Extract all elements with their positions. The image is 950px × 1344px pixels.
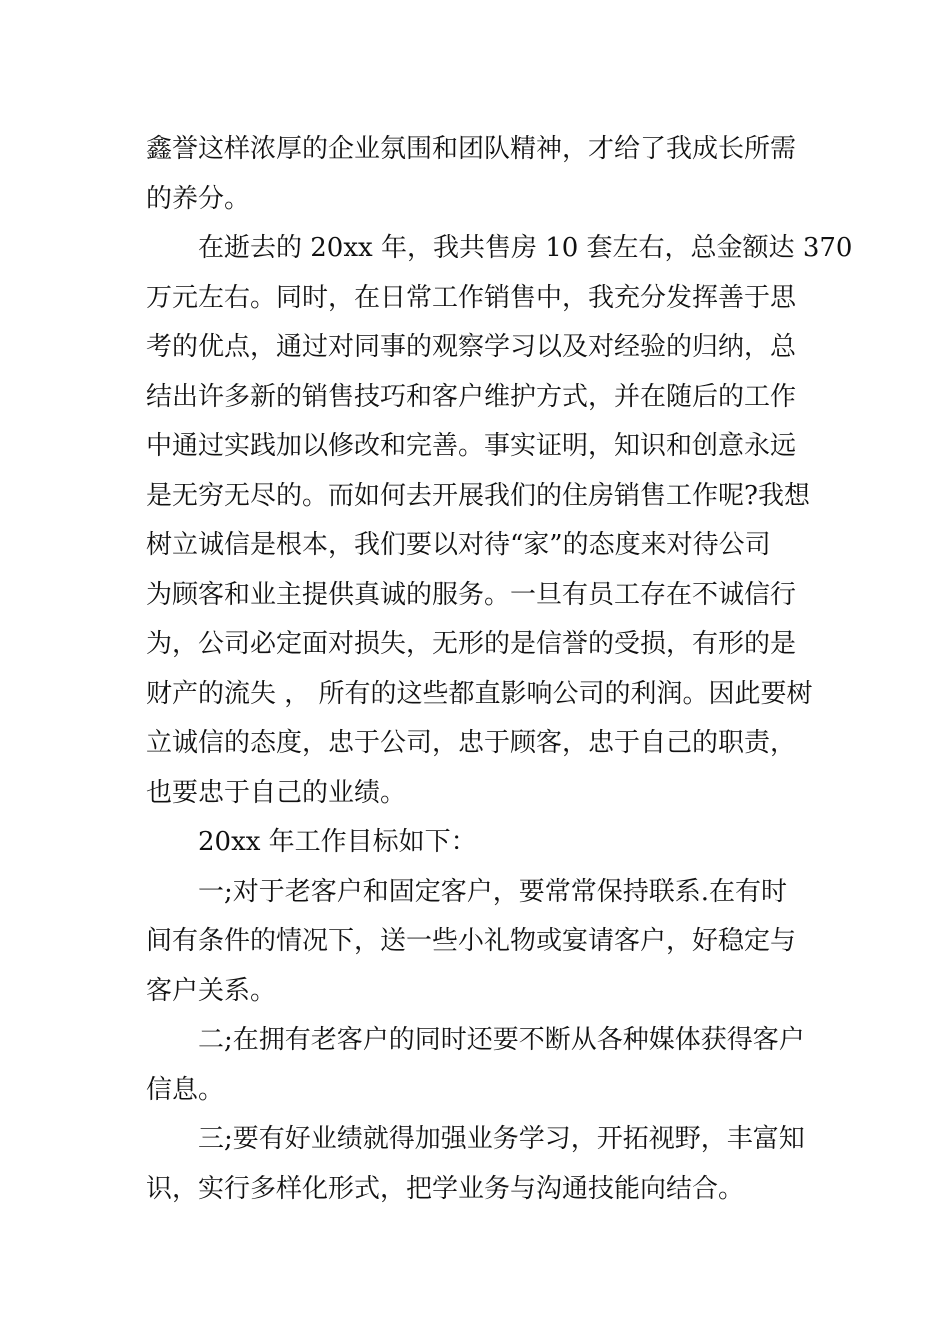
document-body bbox=[146, 125, 853, 1214]
text-line: 中通过实践加以修改和完善。事实证明，知识和创意永远 bbox=[146, 431, 797, 461]
paragraph-2 bbox=[146, 224, 853, 818]
text-line: 考的优点，通过对同事的观察学习以及对经验的归纳，总 bbox=[146, 332, 797, 362]
text-line: 二;在拥有老客户的同时还要不断从各种媒体获得客户 bbox=[198, 1025, 805, 1055]
text-line: 客户关系。 bbox=[146, 975, 277, 1006]
text-line: 信息。 bbox=[146, 1074, 225, 1105]
paragraph-6 bbox=[146, 1115, 808, 1214]
paragraph-4 bbox=[146, 868, 808, 1017]
text-line: 间有条件的情况下，送一些小礼物或宴请客户，好稳定与 bbox=[146, 926, 797, 956]
paragraph-1 bbox=[146, 125, 808, 224]
text-line: 鑫誉这样浓厚的企业氛围和团队精神，才给了我成长所需 bbox=[146, 134, 797, 164]
paragraph-3 bbox=[146, 818, 808, 868]
text-line: 是无穷无尽的。而如何去开展我们的住房销售工作呢?我想 bbox=[146, 480, 810, 511]
text-line: 三;要有好业绩就得加强业务学习，开拓视野，丰富知 bbox=[198, 1124, 805, 1154]
text-line: 万元左右。同时，在日常工作销售中，我充分发挥善于思 bbox=[146, 282, 797, 313]
text-line: 树立诚信是根本，我们要以对待“家”的态度来对待公司 bbox=[146, 530, 771, 560]
text-line: 财产的流失 ， 所有的这些都直影响公司的利润。因此要树 bbox=[146, 678, 813, 709]
text-line: 的养分。 bbox=[146, 183, 251, 214]
paragraph-5 bbox=[146, 1016, 808, 1115]
text-line: 也要忠于自己的业绩。 bbox=[146, 777, 407, 808]
text-line: 立诚信的态度，忠于公司，忠于顾客，忠于自己的职责， bbox=[146, 728, 797, 758]
text-line: 一;对于老客户和固定客户，要常常保持联系.在有时 bbox=[198, 876, 788, 907]
text-line: 为，公司必定面对损失，无形的是信誉的受损，有形的是 bbox=[146, 629, 797, 659]
text-line: 在逝去的 20xx 年，我共售房 10 套左右，总金额达 370 bbox=[198, 233, 853, 263]
text-line: 识，实行多样化形式，把学业务与沟通技能向结合。 bbox=[146, 1173, 745, 1204]
text-line: 结出许多新的销售技巧和客户维护方式，并在随后的工作 bbox=[146, 381, 797, 412]
text-line: 为顾客和业主提供真诚的服务。一旦有员工存在不诚信行 bbox=[146, 579, 797, 610]
text-line: 20xx 年工作目标如下： bbox=[198, 827, 477, 857]
